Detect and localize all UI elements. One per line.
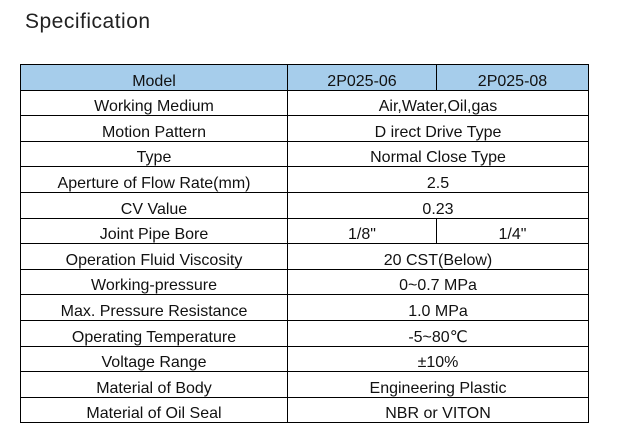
row-value: Air,Water,Oil,gas: [288, 90, 589, 116]
table-row: [21, 372, 589, 398]
row-value: 0.23: [288, 192, 589, 218]
row-value: 1.0 MPa: [288, 295, 589, 321]
table-row: [21, 90, 589, 116]
row-label: Joint Pipe Bore: [21, 218, 288, 244]
row-label: Aperture of Flow Rate(mm): [21, 167, 288, 193]
row-value: 2.5: [288, 167, 589, 193]
row-label: Voltage Range: [21, 346, 288, 372]
specification-table: [20, 64, 589, 423]
row-value: -5~80℃: [288, 320, 589, 346]
header-model-2: 2P025-08: [437, 65, 589, 91]
row-label: Working-pressure: [21, 269, 288, 295]
row-label: Operation Fluid Viscosity: [21, 244, 288, 270]
table-row: [21, 167, 589, 193]
row-label: CV Value: [21, 192, 288, 218]
row-value-model-2: 1/4": [437, 218, 589, 244]
row-value: Engineering Plastic: [288, 372, 589, 398]
row-value: D irect Drive Type: [288, 116, 589, 142]
table-row: [21, 269, 589, 295]
row-value: NBR or VITON: [288, 397, 589, 423]
row-label: Material of Body: [21, 372, 288, 398]
table-row: [21, 141, 589, 167]
table-header-row: [21, 65, 589, 91]
row-label: Max. Pressure Resistance: [21, 295, 288, 321]
table-row: [21, 244, 589, 270]
header-model-1: 2P025-06: [288, 65, 437, 91]
row-label: Material of Oil Seal: [21, 397, 288, 423]
header-model-label: Model: [21, 65, 288, 91]
row-value: ±10%: [288, 346, 589, 372]
table-row: [21, 218, 589, 244]
table-row: [21, 295, 589, 321]
table-row: [21, 320, 589, 346]
row-label: Working Medium: [21, 90, 288, 116]
table-row: [21, 346, 589, 372]
row-label: Operating Temperature: [21, 320, 288, 346]
row-value: Normal Close Type: [288, 141, 589, 167]
table-row: [21, 116, 589, 142]
row-label: Motion Pattern: [21, 116, 288, 142]
table-row: [21, 397, 589, 423]
table-row: [21, 192, 589, 218]
row-label: Type: [21, 141, 288, 167]
page-title: Specification: [25, 10, 151, 33]
row-value: 20 CST(Below): [288, 244, 589, 270]
row-value: 0~0.7 MPa: [288, 269, 589, 295]
row-value-model-1: 1/8": [288, 218, 437, 244]
